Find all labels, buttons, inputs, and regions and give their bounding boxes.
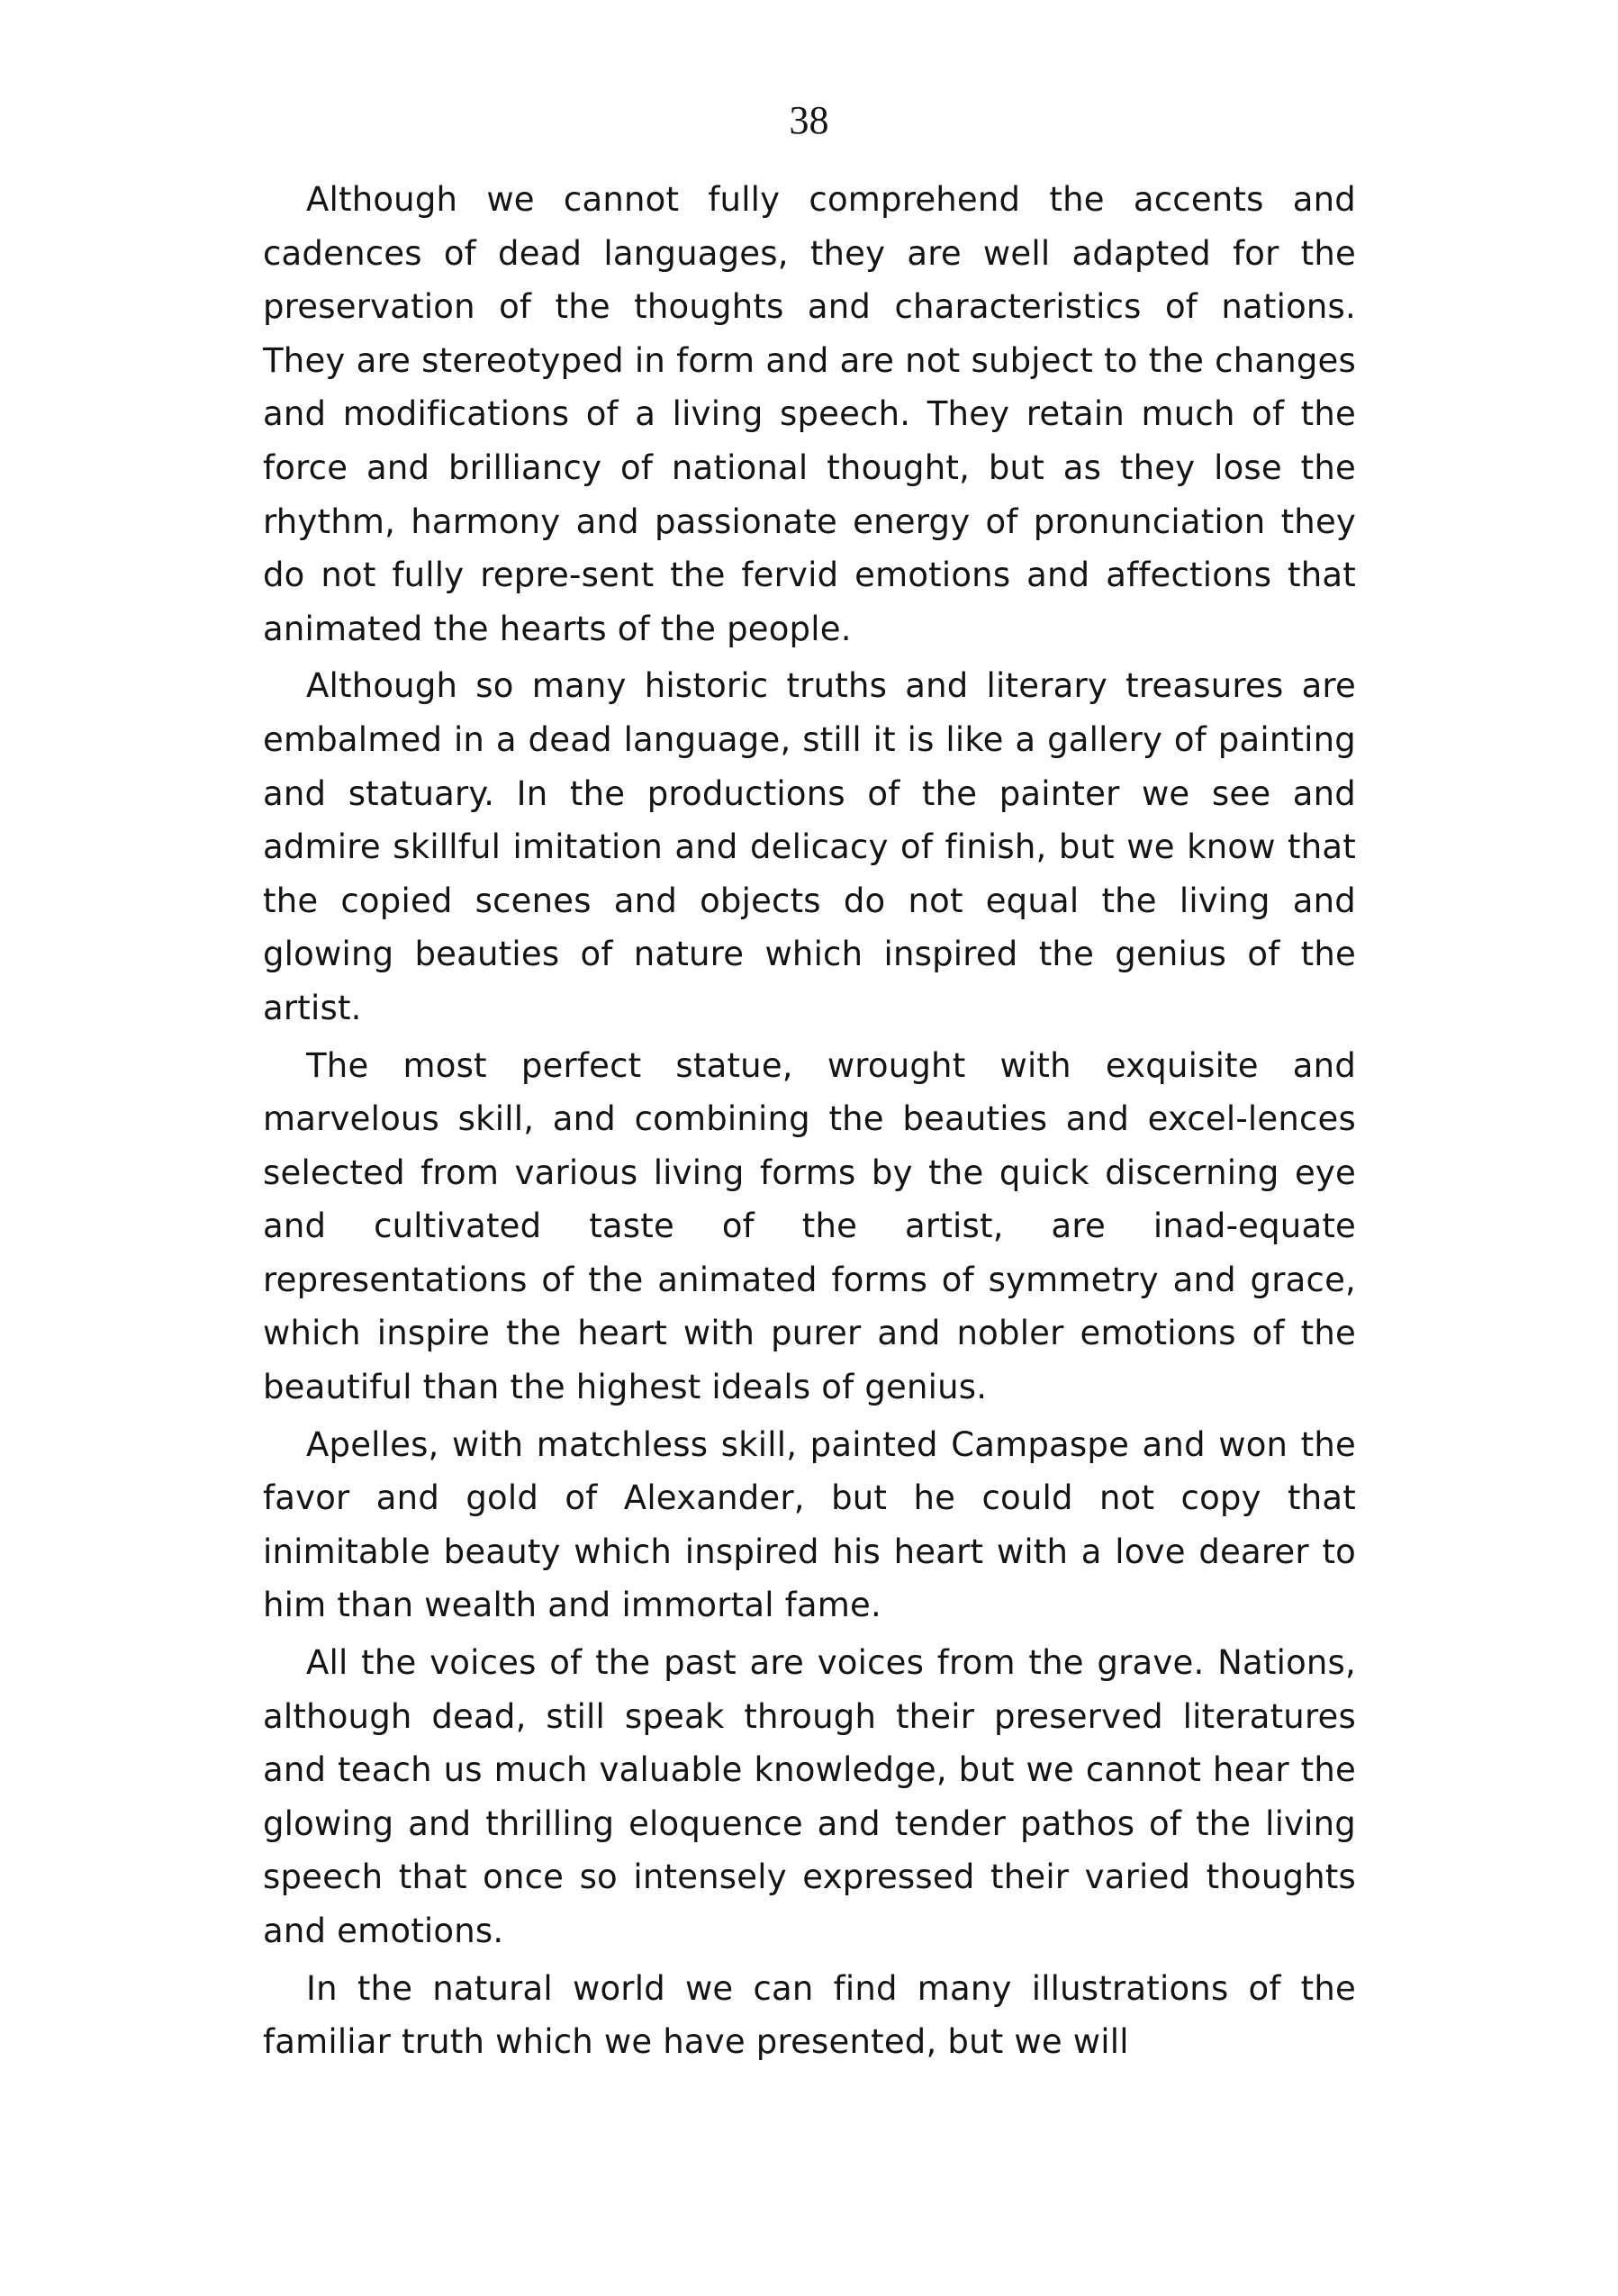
- body-text: [263, 173, 1356, 2069]
- page-number: 38: [789, 98, 829, 142]
- paragraph: The most perfect statue, wrought with exquisite and marvelous skill, and combining the beauties and excel-lences selected from various living forms by the quick discerning eye and cultivated taste of the artist, are inad-equate representations of the animated forms of symmetry and grace, which inspire the heart with purer and nobler emotions of the beautiful than the highest ideals of genius.: [263, 1045, 1356, 1407]
- paragraph: Although so many historic truths and literary treasures are embalmed in a dead language, still it is like a gallery of painting and statuary. In the productions of the painter we see and admire skillful imitation and delicacy of finish, but we know that the copied scenes and objects do not equal the living and glowing beauties of nature which inspired the genius of the artist.: [263, 666, 1356, 1027]
- paragraph: Although we cannot fully comprehend the accents and cadences of dead languages, they are well adapted for the preservation of the thoughts and characteristics of nations. They are stereotyped in form and are not subject to the changes and modifications of a living speech. They retain much of the force and brilliancy of national thought, but as they lose the rhythm, harmony and passionate energy of pronunciation they do not fully repre-sent the fervid emotions and affections that animated the hearts of the people.: [263, 180, 1356, 648]
- paragraph: Apelles, with matchless skill, painted Campaspe and won the favor and gold of Alexander, but he could not copy that inimitable beauty which inspired his heart with a love dearer to him than wealth and immortal fame.: [263, 1424, 1356, 1625]
- paragraph: All the voices of the past are voices from the grave. Nations, although dead, still speak through their preserved literatures and teach us much valuable knowledge, but we cannot hear the glowing and thrilling eloquence and tender pathos of the living speech that once so intensely expressed their varied thoughts and emotions.: [263, 1643, 1356, 1950]
- paragraph: In the natural world we can find many illustrations of the familiar truth which we have presented, but we will: [263, 1968, 1356, 2062]
